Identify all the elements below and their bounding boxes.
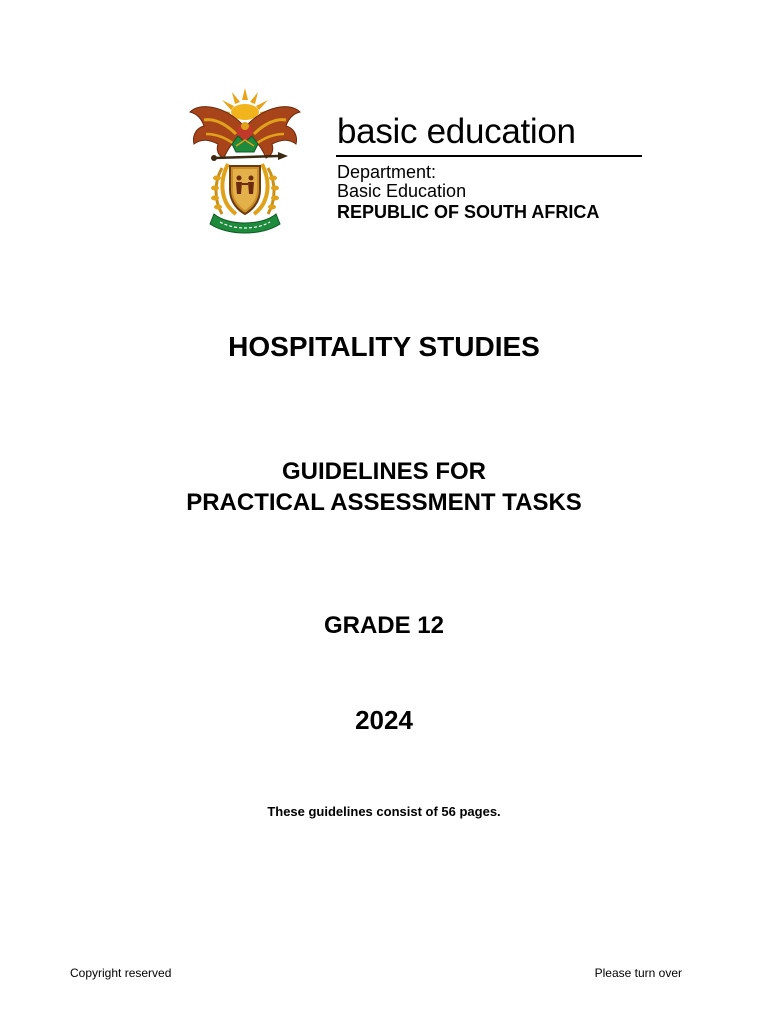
country-name: REPUBLIC OF SOUTH AFRICA <box>337 202 600 222</box>
guidelines-title-line1: GUIDELINES FOR <box>281 458 486 485</box>
south-africa-coat-of-arms-icon <box>184 86 306 236</box>
subject-title: HOSPITALITY STUDIES <box>228 331 540 362</box>
year-label: 2024 <box>355 705 413 735</box>
brand-divider <box>336 155 642 157</box>
page-count-note: These guidelines consist of 56 pages. <box>267 804 501 819</box>
department-header <box>170 80 660 245</box>
brand-title: basic education <box>337 112 576 151</box>
guidelines-title-line2: PRACTICAL ASSESSMENT TASKS <box>186 489 582 516</box>
department-name: Basic Education <box>337 181 467 201</box>
grade-label: GRADE 12 <box>323 612 445 639</box>
department-label: Department: <box>337 162 437 182</box>
turn-over-footer: Please turn over <box>594 966 682 980</box>
copyright-footer: Copyright reserved <box>70 966 172 980</box>
